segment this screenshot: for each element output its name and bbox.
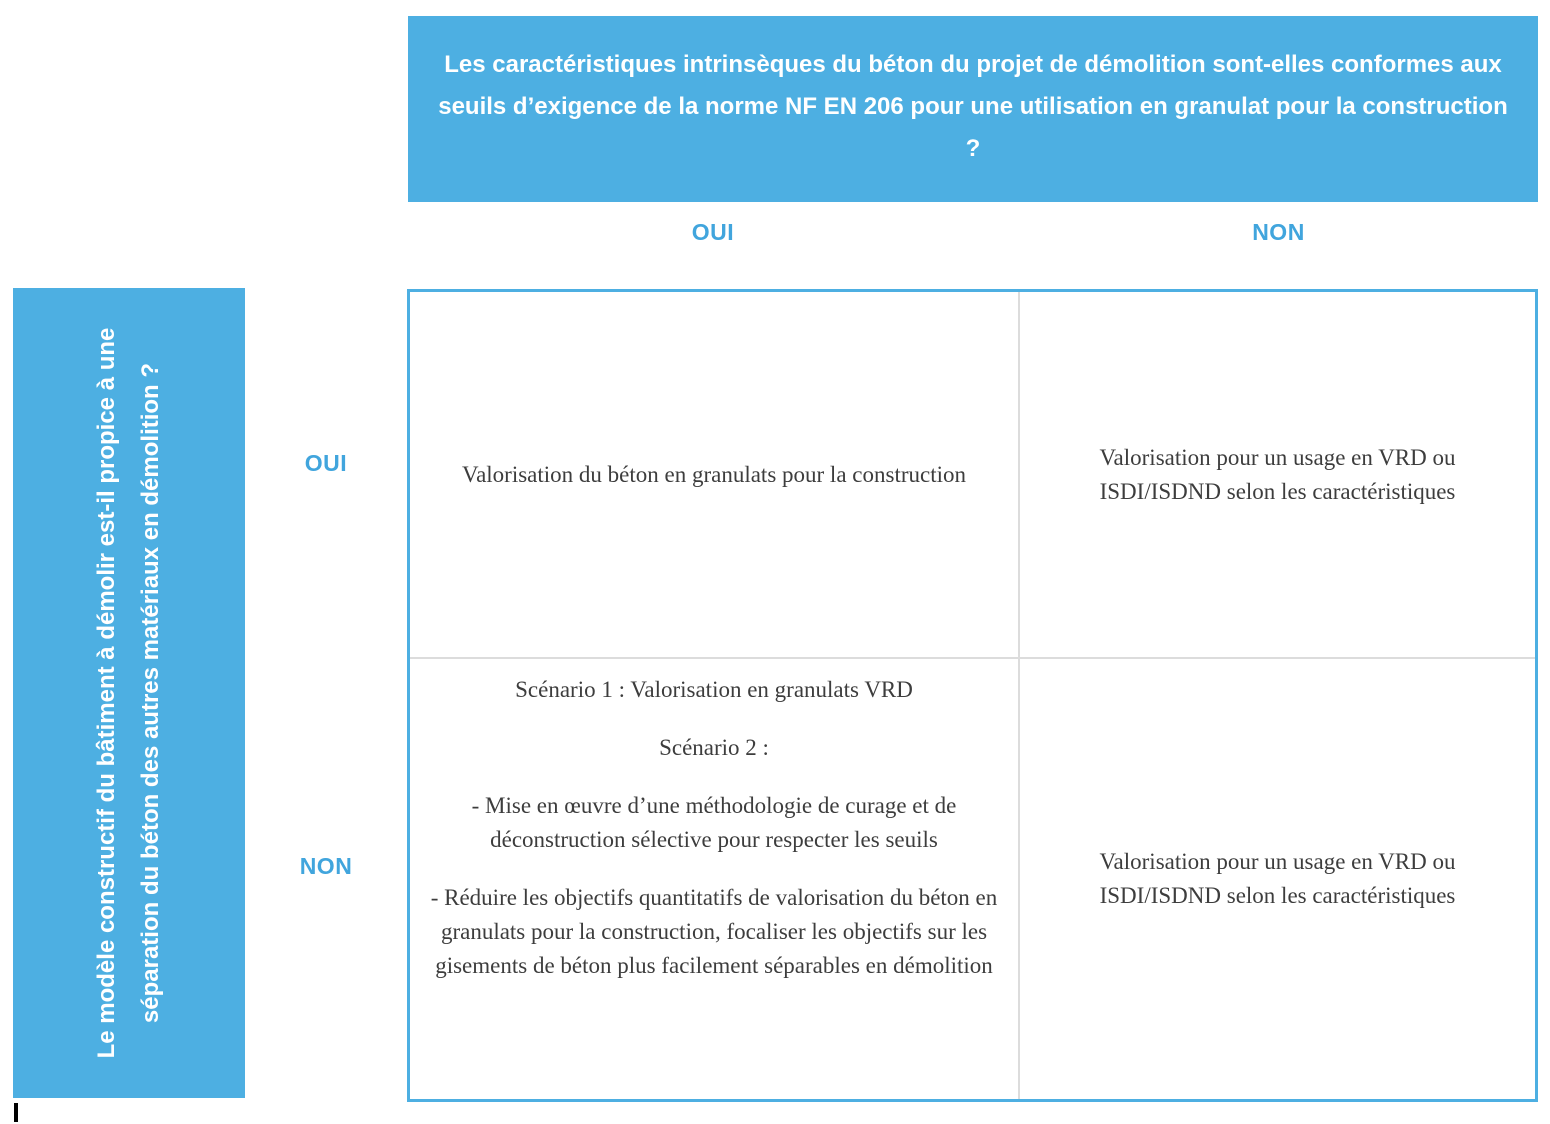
- row-header-oui: OUI: [304, 450, 348, 476]
- left-question-text: Le modèle constructif du bâtiment à démolir est-il propice à une séparation du béton des autres matériaux en démolition ?: [93, 327, 164, 1059]
- top-question-banner: Les caractéristiques intrinsèques du béton du projet de démolition sont-elles conformes aux seuils d’exigence de la norme NF EN 206 pour une utilisation en granulat pour la construction ?: [408, 16, 1538, 202]
- cell-oui-non-text: Valorisation pour un usage en VRD ou ISDI/ISDND selon les caractéristiques: [1099, 444, 1456, 504]
- scenario-2-bullet-1: - Mise en œuvre d’une méthodologie de curage et de déconstruction sélective pour respecter les seuils: [471, 793, 957, 852]
- scenario-2-heading: Scénario 2 :: [659, 735, 769, 760]
- cell-oui-oui-text: Valorisation du béton en granulats pour la construction: [462, 461, 966, 487]
- column-header-oui: OUI: [691, 219, 735, 245]
- row-header-non: NON: [299, 853, 353, 879]
- cell-non-non: [1020, 659, 1535, 1099]
- column-header-non: NON: [1252, 219, 1305, 245]
- cell-non-non-text: Valorisation pour un usage en VRD ou ISDI/ISDND selon les caractéristiques: [1099, 849, 1456, 908]
- cell-oui-non: [1020, 292, 1535, 659]
- scenario-1-text: Scénario 1 : Valorisation en granulats VRD: [515, 677, 913, 702]
- left-question-banner: [13, 288, 245, 1098]
- text-cursor: [14, 1103, 18, 1122]
- cell-oui-oui: [410, 292, 1020, 659]
- scenario-2-bullet-2: - Réduire les objectifs quantitatifs de valorisation du béton en granulats pour la construction, focaliser les objectifs sur les gisements de béton plus facilement séparables en démolition: [430, 885, 998, 978]
- matrix-grid: [407, 289, 1538, 1102]
- cell-non-oui: [410, 659, 1020, 1099]
